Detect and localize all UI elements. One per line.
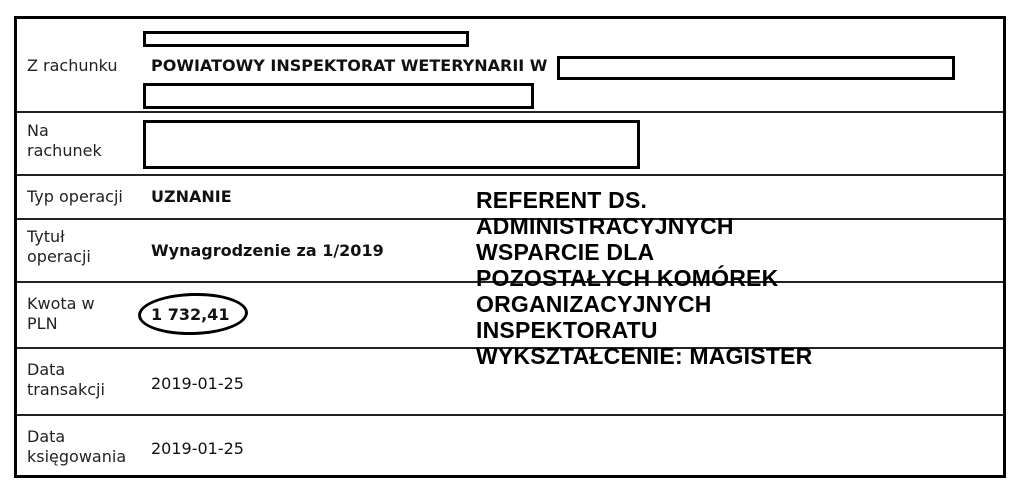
operation-title-label <box>27 227 91 267</box>
to-account-label-line2: rachunek <box>27 141 102 160</box>
posting-date-label <box>27 427 126 467</box>
overlay-line: ORGANIZACYJNYCH <box>476 291 712 317</box>
amount-label <box>27 294 95 334</box>
amount-label-line1: Kwota w <box>27 294 95 313</box>
redaction-box <box>557 56 955 80</box>
overlay-line: REFERENT DS. <box>476 187 648 213</box>
redaction-box <box>143 120 640 169</box>
posting-date-value: 2019-01-25 <box>151 439 244 458</box>
row-divider <box>17 111 1003 113</box>
from-account-value: POWIATOWY INSPEKTORAT WETERYNARII W <box>151 56 548 75</box>
transaction-date-label-line2: transakcji <box>27 380 105 399</box>
posting-date-label-line1: Data <box>27 427 66 446</box>
from-account-label: Z rachunku <box>27 56 118 75</box>
row-divider <box>17 174 1003 176</box>
amount-label-line2: PLN <box>27 314 58 333</box>
operation-type-label: Typ operacji <box>27 187 123 206</box>
overlay-line: POZOSTAŁYCH KOMÓREK <box>476 265 779 291</box>
operation-title-label-line1: Tytuł <box>27 227 65 246</box>
overlay-line: WSPARCIE DLA <box>476 239 655 265</box>
transaction-date-label <box>27 360 105 400</box>
transaction-date-label-line1: Data <box>27 360 66 379</box>
amount-value: 1 732,41 <box>151 305 230 324</box>
overlay-line: ADMINISTRACYJNYCH <box>476 213 734 239</box>
operation-type-value: UZNANIE <box>151 187 232 206</box>
operation-title-label-line2: operacji <box>27 247 91 266</box>
redaction-box <box>143 31 469 47</box>
to-account-label-line1: Na <box>27 121 49 140</box>
to-account-label <box>27 121 102 161</box>
job-description-overlay <box>476 187 896 369</box>
transaction-date-value: 2019-01-25 <box>151 374 244 393</box>
overlay-line: INSPEKTORATU <box>476 317 658 343</box>
redaction-box <box>143 83 534 109</box>
row-divider <box>17 414 1003 416</box>
posting-date-label-line2: księgowania <box>27 447 127 466</box>
overlay-line: WYKSZTAŁCENIE: MAGISTER <box>476 343 813 369</box>
operation-title-value: Wynagrodzenie za 1/2019 <box>151 241 384 260</box>
